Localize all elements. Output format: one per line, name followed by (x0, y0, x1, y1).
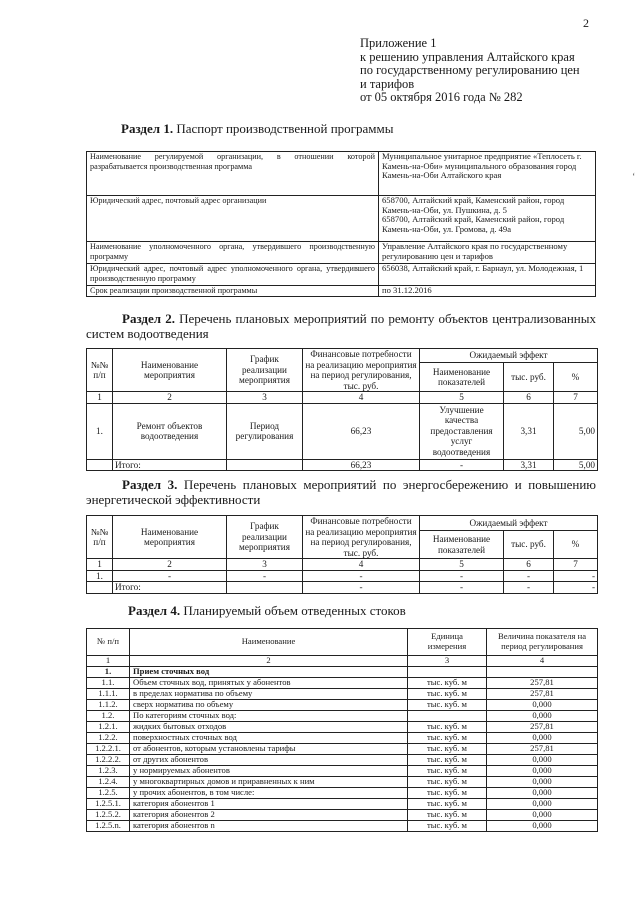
row-value: 0,000 (487, 810, 598, 821)
table-row (87, 821, 598, 832)
col-header-effect: Ожидаемый эффект (420, 516, 598, 531)
column-number: 1 (87, 559, 113, 571)
total-rub: 3,31 (504, 459, 554, 471)
row-name: поверхностных сточных вод (130, 733, 408, 744)
total-empty-cell (87, 582, 113, 594)
col-header-finance: Финансовые потребности на реализацию мероприятия на период регулирования, тыс. руб. (303, 349, 420, 392)
column-number: 7 (554, 559, 598, 571)
row-name: у нормируемых абонентов (130, 766, 408, 777)
row-name: у многоквартирных домов и приравненных к ним (130, 777, 408, 788)
page-number: 2 (583, 16, 589, 30)
row-num: 1.2.3. (87, 766, 130, 777)
column-number: 3 (408, 656, 487, 667)
col-header-name: Наименование мероприятия (113, 516, 227, 559)
total-finance: 66,23 (303, 459, 420, 471)
column-number: 4 (303, 559, 420, 571)
total-pct: - (554, 582, 598, 594)
row-value: 0,000 (487, 755, 598, 766)
section2-title (86, 311, 596, 341)
col-header-num: №№ п/п (87, 516, 113, 559)
row-value: 0,000 (487, 700, 598, 711)
row-name: жидких бытовых отходов (130, 722, 408, 733)
row-name: Объем сточных вод, принятых у абонентов (130, 678, 408, 689)
total-indicator: - (420, 459, 504, 471)
row-name: категория абонентов n (130, 821, 408, 832)
section1-title (121, 121, 393, 136)
row-name: категория абонентов 1 (130, 799, 408, 810)
table-row (87, 733, 598, 744)
row-unit: тыс. куб. м (408, 722, 487, 733)
section3-title (86, 477, 596, 507)
column-number: 1 (87, 656, 130, 667)
column-number: 5 (420, 559, 504, 571)
col-header-unit: Единица измерения (408, 629, 487, 656)
section3-title-bold: Раздел 3. (122, 477, 178, 492)
row-rub: 3,31 (504, 403, 554, 459)
passport-label: Наименование регулируемой организации, в отношении которой разрабатывается производственная программа (87, 152, 379, 196)
column-number: 6 (504, 559, 554, 571)
row-unit: тыс. куб. м (408, 810, 487, 821)
column-number-row (87, 559, 598, 571)
row-unit: тыс. куб. м (408, 799, 487, 810)
col-header-name: Наименование мероприятия (113, 349, 227, 392)
col-header-pct: % (554, 363, 598, 392)
total-empty-cell (227, 459, 303, 471)
passport-value: Муниципальное унитарное предприятие «Теплосеть г. Камень-на-Оби» муниципального образования город Камень-на-Оби Алтайского края (379, 152, 596, 196)
table-row (87, 286, 596, 297)
header-row (87, 349, 598, 363)
column-number: 2 (113, 559, 227, 571)
row-name: в пределах норматива по объему (130, 689, 408, 700)
row-num: 1. (87, 403, 113, 459)
table-row (87, 788, 598, 799)
row-num: 1.1.2. (87, 700, 130, 711)
table-row (87, 799, 598, 810)
row-num: 1. (87, 667, 130, 678)
section4-title-text: Планируемый объем отведенных стоков (180, 603, 406, 618)
row-finance: - (303, 570, 420, 582)
col-header-pct: % (554, 531, 598, 559)
header-row (87, 629, 598, 656)
row-name: Прием сточных вод (130, 667, 408, 678)
row-unit: тыс. куб. м (408, 788, 487, 799)
row-value: 257,81 (487, 744, 598, 755)
row-num: 1.2.5.2. (87, 810, 130, 821)
col-header-value: Величина показателя на период регулирования (487, 629, 598, 656)
row-num: 1.2.2. (87, 733, 130, 744)
row-num: 1.2.4. (87, 777, 130, 788)
appendix-line: и тарифов (360, 76, 415, 91)
row-num: 1.2.1. (87, 722, 130, 733)
col-header-rub: тыс. руб. (504, 363, 554, 392)
row-unit: тыс. куб. м (408, 755, 487, 766)
row-value: 0,000 (487, 777, 598, 788)
row-unit: тыс. куб. м (408, 689, 487, 700)
row-name: у прочих абонентов, в том числе: (130, 788, 408, 799)
col-header-effect: Ожидаемый эффект (420, 349, 598, 363)
table-row (87, 667, 598, 678)
column-number: 4 (487, 656, 598, 667)
row-value: 0,000 (487, 766, 598, 777)
col-header-schedule: График реализации мероприятия (227, 349, 303, 392)
row-value: 0,000 (487, 711, 598, 722)
col-header-finance: Финансовые потребности на реализацию мероприятия на период регулирования, тыс. руб. (303, 516, 420, 559)
address-line: 658700, Алтайский край, Каменский район, город Камень-на-Оби, ул. Громова, д. 49а (382, 214, 565, 235)
section1-title-bold: Раздел 1. (121, 121, 174, 136)
section4-title-bold: Раздел 4. (128, 603, 181, 618)
row-finance: 66,23 (303, 403, 420, 459)
passport-label: Наименование уполномоченного органа, утвердившего производственную программу (87, 242, 379, 264)
row-num: 1. (87, 570, 113, 582)
table-row (87, 264, 596, 286)
column-number: 1 (87, 392, 113, 404)
col-header-num: №№ п/п (87, 349, 113, 392)
total-pct: 5,00 (554, 459, 598, 471)
table-row (87, 810, 598, 821)
row-unit: тыс. куб. м (408, 777, 487, 788)
row-value: 0,000 (487, 788, 598, 799)
passport-table (86, 151, 596, 297)
passport-label: Срок реализации производственной программы (87, 286, 379, 297)
row-value (487, 667, 598, 678)
margin-mark: ‘ (632, 172, 636, 183)
total-row (87, 582, 598, 594)
column-number: 5 (420, 392, 504, 404)
column-number-row (87, 656, 598, 667)
row-num: 1.1. (87, 678, 130, 689)
row-name: сверх норматива по объему (130, 700, 408, 711)
table-row (87, 700, 598, 711)
appendix-header (360, 37, 620, 105)
table-row (87, 152, 596, 196)
total-empty-cell (87, 459, 113, 471)
row-name: По категориям сточных вод: (130, 711, 408, 722)
table-row (87, 755, 598, 766)
row-unit: тыс. куб. м (408, 700, 487, 711)
col-header-indicator: Наименование показателей (420, 363, 504, 392)
passport-label: Юридический адрес, почтовый адрес уполномоченного органа, утвердившего производственную программу (87, 264, 379, 286)
row-unit (408, 667, 487, 678)
row-num: 1.2.5. (87, 788, 130, 799)
row-rub: - (504, 570, 554, 582)
header-row (87, 516, 598, 531)
row-value: 0,000 (487, 733, 598, 744)
row-unit: тыс. куб. м (408, 744, 487, 755)
row-unit: тыс. куб. м (408, 678, 487, 689)
column-number: 2 (113, 392, 227, 404)
row-value: 257,81 (487, 689, 598, 700)
column-number-row (87, 392, 598, 404)
row-num: 1.1.1. (87, 689, 130, 700)
row-name: Ремонт объектов водоотведения (113, 403, 227, 459)
passport-value: 656038, Алтайский край, г. Барнаул, ул. Молодежная, 1 (379, 264, 596, 286)
appendix-line: Приложение 1 (360, 36, 437, 50)
row-num: 1.2.5.1. (87, 799, 130, 810)
section2-title-bold: Раздел 2. (122, 311, 175, 326)
row-value: 0,000 (487, 799, 598, 810)
table-row (87, 689, 598, 700)
row-name: категория абонентов 2 (130, 810, 408, 821)
row-value: 257,81 (487, 722, 598, 733)
row-num: 1.2.2.1. (87, 744, 130, 755)
col-header-num: № п/п (87, 629, 130, 656)
row-unit: тыс. куб. м (408, 766, 487, 777)
total-indicator: - (420, 582, 504, 594)
column-number: 4 (303, 392, 420, 404)
section1-title-text: Паспорт производственной программы (173, 121, 394, 136)
column-number: 6 (504, 392, 554, 404)
section3-title-text: Перечень плановых мероприятий по энергосбережению и повышению энергетической эффективности (86, 477, 596, 507)
row-name: от других абонентов (130, 755, 408, 766)
col-header-indicator: Наименование показателей (420, 531, 504, 559)
section2-title-text: Перечень плановых мероприятий по ремонту объектов централизованных систем водоотведения (86, 311, 596, 341)
appendix-line: от 05 октября 2016 года № 282 (360, 90, 523, 104)
passport-value (379, 196, 596, 242)
total-label: Итого: (113, 459, 227, 471)
column-number: 3 (227, 559, 303, 571)
row-name: от абонентов, которым установлены тарифы (130, 744, 408, 755)
total-finance: - (303, 582, 420, 594)
total-label: Итого: (113, 582, 227, 594)
row-num: 1.2.2.2. (87, 755, 130, 766)
table-row (87, 711, 598, 722)
total-rub: - (504, 582, 554, 594)
appendix-line: по государственному регулированию цен (360, 63, 580, 77)
row-pct: 5,00 (554, 403, 598, 459)
energy-saving-table (86, 515, 598, 594)
col-header-schedule: График реализации мероприятия (227, 516, 303, 559)
table-row (87, 766, 598, 777)
passport-value: по 31.12.2016 (379, 286, 596, 297)
row-schedule: - (227, 570, 303, 582)
total-empty-cell (227, 582, 303, 594)
row-value: 257,81 (487, 678, 598, 689)
passport-value: Управление Алтайского края по государственному регулированию цен и тарифов (379, 242, 596, 264)
address-line: 658700, Алтайский край, Каменский район, город Камень-на-Оби, ул. Пушкина, д. 5 (382, 195, 565, 215)
row-unit (408, 711, 487, 722)
repair-measures-table (86, 348, 598, 471)
row-indicator: - (420, 570, 504, 582)
table-row (87, 196, 596, 242)
table-row (87, 678, 598, 689)
column-number: 2 (130, 656, 408, 667)
table-row (87, 242, 596, 264)
row-unit: тыс. куб. м (408, 733, 487, 744)
row-pct: - (554, 570, 598, 582)
row-unit: тыс. куб. м (408, 821, 487, 832)
col-header-rub: тыс. руб. (504, 531, 554, 559)
table-row (87, 570, 598, 582)
column-number: 7 (554, 392, 598, 404)
passport-label: Юридический адрес, почтовый адрес организации (87, 196, 379, 242)
table-row (87, 403, 598, 459)
col-header-name: Наименование (130, 629, 408, 656)
row-value: 0,000 (487, 821, 598, 832)
table-row (87, 777, 598, 788)
table-row (87, 744, 598, 755)
row-schedule: Период регулирования (227, 403, 303, 459)
row-num: 1.2. (87, 711, 130, 722)
column-number: 3 (227, 392, 303, 404)
appendix-line: к решению управления Алтайского края (360, 49, 575, 64)
row-num: 1.2.5.n. (87, 821, 130, 832)
wastewater-volume-table (86, 628, 598, 832)
table-row (87, 722, 598, 733)
total-row (87, 459, 598, 471)
row-name: - (113, 570, 227, 582)
row-indicator: Улучшение качества предоставления услуг водоотведения (420, 403, 504, 459)
section4-title (128, 603, 406, 618)
